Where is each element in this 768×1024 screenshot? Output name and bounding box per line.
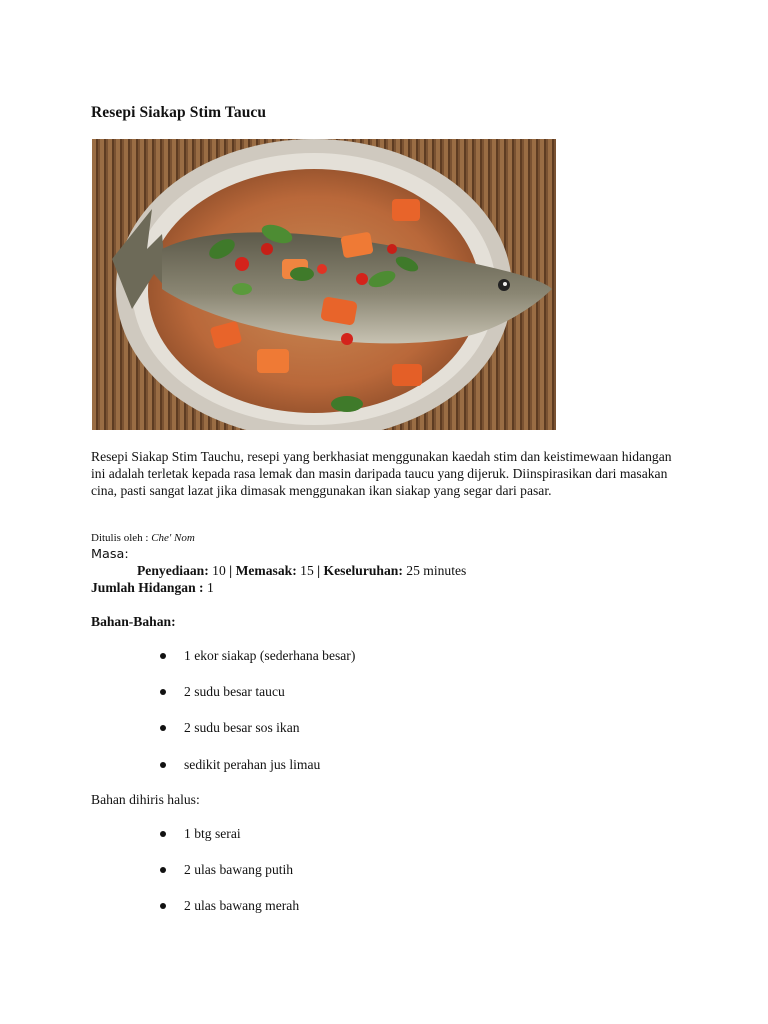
cook-value: 15	[300, 563, 314, 578]
masa-label: Masa:	[91, 547, 129, 562]
recipe-title: Resepi Siakap Stim Taucu	[91, 104, 267, 121]
prep-label: Penyediaan:	[137, 563, 209, 578]
prep-value: 10	[212, 563, 226, 578]
list-item	[160, 684, 285, 700]
cook-label: Memasak:	[235, 563, 297, 578]
total-value: 25 minutes	[406, 563, 467, 578]
separator: |	[317, 563, 321, 578]
fish-eye-shine	[503, 282, 507, 286]
list-item	[160, 826, 241, 842]
ingredient-text: 1 btg serai	[184, 826, 241, 841]
separator: |	[229, 563, 233, 578]
list-item	[160, 862, 293, 878]
ingredient-text: 2 sudu besar taucu	[184, 684, 285, 699]
time-line	[137, 563, 466, 579]
list-item	[160, 757, 320, 773]
sliced-heading: Bahan dihiris halus:	[91, 792, 200, 807]
bullet-icon	[160, 831, 166, 837]
ingredient-text: 2 sudu besar sos ikan	[184, 720, 300, 735]
author-line	[91, 532, 195, 544]
bullet-icon	[160, 867, 166, 873]
dish-photo	[92, 139, 556, 430]
servings-line	[91, 580, 214, 596]
list-item	[160, 898, 299, 914]
ingredient-text: 1 ekor siakap (sederhana besar)	[184, 648, 356, 663]
bullet-icon	[160, 725, 166, 731]
bullet-icon	[160, 903, 166, 909]
servings-label: Jumlah Hidangan :	[91, 580, 204, 595]
bullet-icon	[160, 653, 166, 659]
list-item	[160, 720, 300, 736]
author-name: Che' Nom	[151, 532, 195, 544]
steamed-fish-illustration	[92, 139, 556, 430]
ingredient-text: 2 ulas bawang merah	[184, 898, 300, 913]
ingredient-text: sedikit perahan jus limau	[184, 757, 321, 772]
servings-value: 1	[206, 580, 214, 595]
bullet-icon	[160, 689, 166, 695]
ingredients-heading: Bahan-Bahan:	[91, 614, 176, 629]
list-item	[160, 648, 355, 664]
bullet-icon	[160, 762, 166, 768]
total-label: Keseluruhan:	[323, 563, 403, 578]
author-label: Ditulis oleh :	[91, 532, 149, 544]
recipe-intro: Resepi Siakap Stim Tauchu, resepi yang berkhasiat menggunakan kaedah stim dan keistimewaan hidangan ini adalah terletak kepada rasa lemak dan masin daripada taucu yang dijeruk. Diinspirasikan dari masakan cina, pasti sangat lazat jika dimasak menggunakan ikan siakap yang segar dari pasar.	[91, 449, 672, 498]
ingredient-text: 2 ulas bawang putih	[184, 862, 294, 877]
